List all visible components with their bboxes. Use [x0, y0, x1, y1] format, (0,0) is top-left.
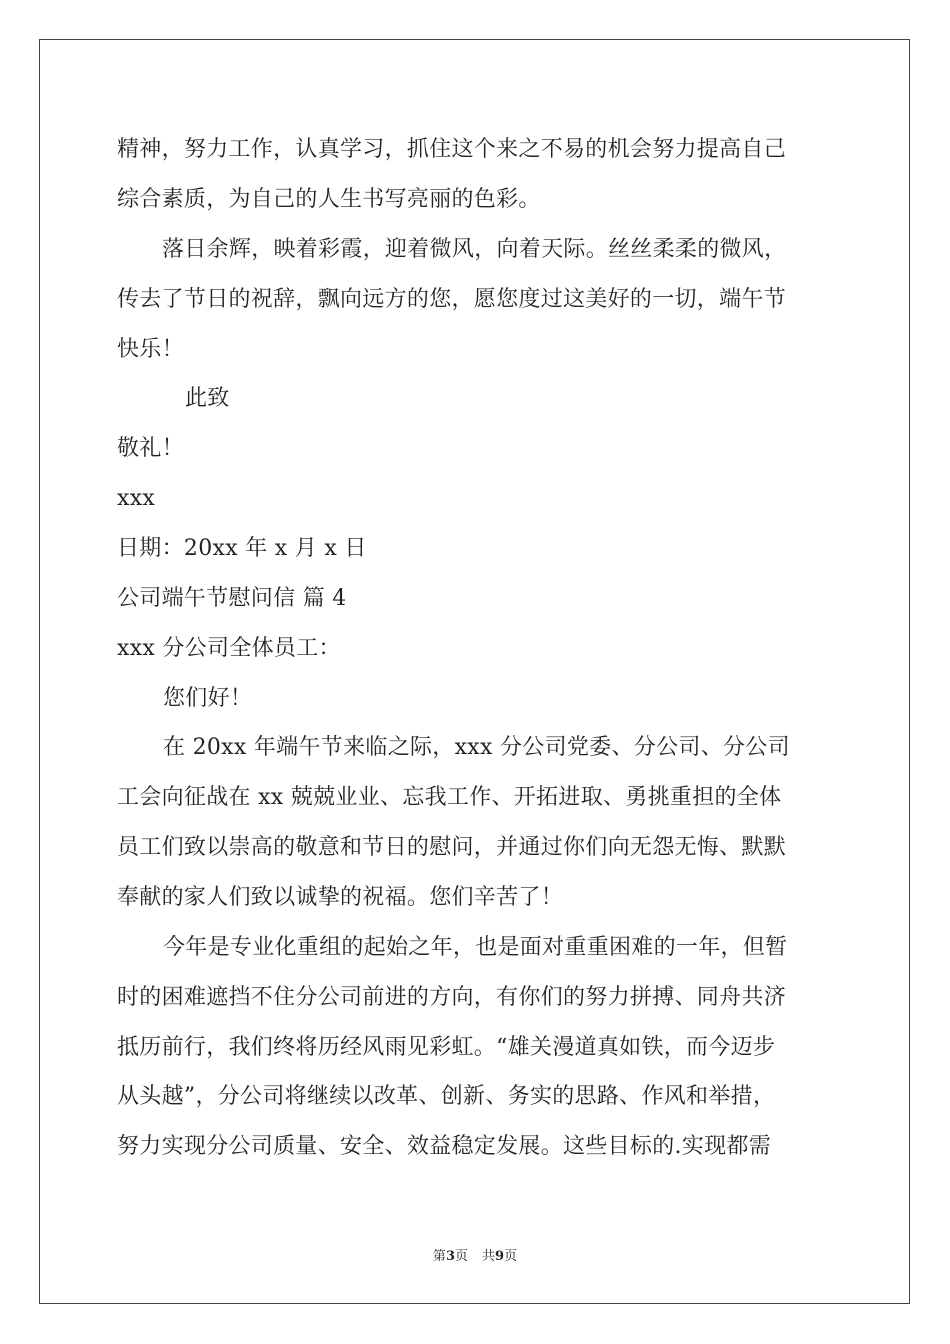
text-line: 努力实现分公司质量、安全、效益稳定发展。这些目标的.实现都需 [117, 1134, 771, 1159]
paragraph-start-line: 落日余辉，映着彩霞，迎着微风，向着天际。丝丝柔柔的微风， [162, 237, 787, 262]
text-line: 精神，努力工作，认真学习，抓住这个来之不易的机会努力提高自己 [117, 137, 787, 162]
text-line: 工会向征战在 xx 兢兢业业、忘我工作、开拓进取、勇挑重担的全体 [117, 785, 782, 810]
greeting: 您们好！ [163, 686, 253, 711]
addressee: xxx 分公司全体员工： [117, 636, 341, 661]
signature: xxx [117, 486, 156, 511]
text-line: 从头越”，分公司将继续以改革、创新、务实的思路、作风和举措， [117, 1084, 776, 1109]
total-prefix: 共 [482, 1249, 496, 1264]
paragraph-start-line: 在 20xx 年端午节来临之际，xxx 分公司党委、分公司、分公司 [163, 735, 790, 760]
closing-regards: 敬礼！ [117, 436, 184, 461]
text-line: 奉献的家人们致以诚挚的祝福。您们辛苦了！ [117, 885, 564, 910]
total-pages: 9 [495, 1249, 505, 1264]
paragraph-start-line: 今年是专业化重组的起始之年，也是面对重重困难的一年，但暂 [163, 935, 788, 960]
page-prefix: 第 [432, 1249, 446, 1264]
text-line: 综合素质，为自己的人生书写亮丽的色彩。 [117, 187, 541, 212]
page-suffix: 页 [454, 1249, 468, 1264]
date-line: 日期：20xx 年 x 月 x 日 [117, 536, 367, 561]
section-title: 公司端午节慰问信 篇 4 [117, 586, 347, 611]
page-frame [39, 39, 910, 1304]
total-suffix: 页 [504, 1249, 518, 1264]
text-line: 快乐！ [117, 337, 184, 362]
page-footer [0, 1248, 950, 1266]
text-line: 抵历前行，我们终将历经风雨见彩虹。“雄关漫道真如铁，而今迈步 [117, 1035, 776, 1060]
text-line: 传去了节日的祝辞，飘向远方的您，愿您度过这美好的一切，端午节 [117, 287, 787, 312]
closing-salutation: 此致 [185, 386, 230, 411]
text-line: 时的困难遮挡不住分公司前进的方向，有你们的努力拼搏、同舟共济 [117, 985, 787, 1010]
text-line: 员工们致以崇高的敬意和节日的慰问，并通过你们向无怨无悔、默默 [117, 835, 787, 860]
page-number: 3 [445, 1249, 455, 1264]
